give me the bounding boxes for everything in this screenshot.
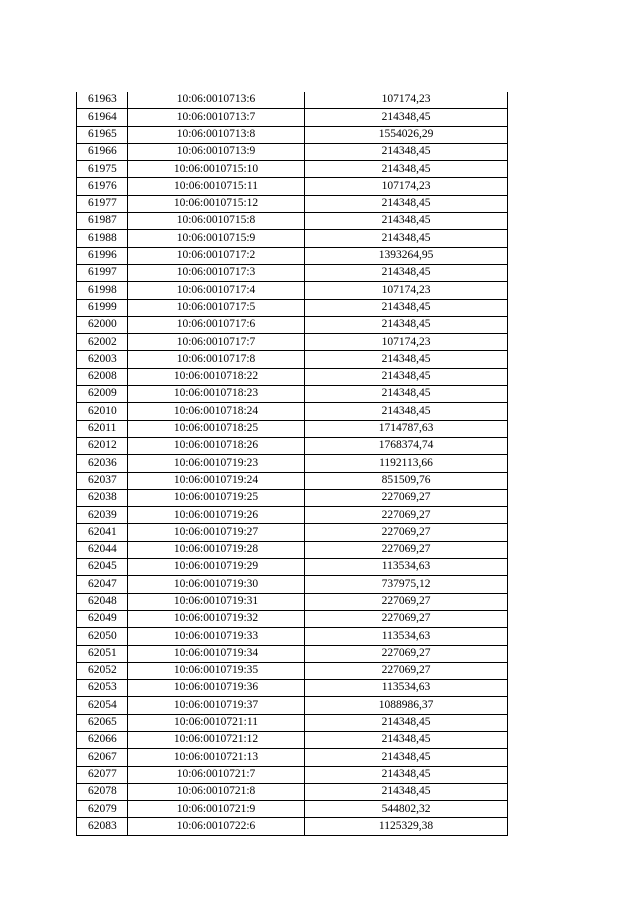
value-cell: 107174,23	[305, 92, 508, 109]
row-number-cell: 61996	[77, 247, 128, 264]
row-number-cell: 62012	[77, 437, 128, 454]
table-row	[77, 559, 508, 576]
cadastral-number-cell: 10:06:0010715:11	[128, 178, 305, 195]
table-row	[77, 420, 508, 437]
cadastral-number-cell: 10:06:0010721:12	[128, 731, 305, 748]
row-number-cell: 61976	[77, 178, 128, 195]
cadastral-number-cell: 10:06:0010713:9	[128, 143, 305, 160]
cadastral-number-cell: 10:06:0010713:8	[128, 126, 305, 143]
row-number-cell: 62008	[77, 368, 128, 385]
table-row	[77, 213, 508, 230]
table-body	[77, 92, 508, 835]
cadastral-number-cell: 10:06:0010717:3	[128, 264, 305, 281]
value-cell: 214348,45	[305, 403, 508, 420]
value-cell: 1192113,66	[305, 455, 508, 472]
value-cell: 227069,27	[305, 645, 508, 662]
row-number-cell: 62078	[77, 783, 128, 800]
table-row	[77, 662, 508, 679]
cadastral-number-cell: 10:06:0010718:25	[128, 420, 305, 437]
value-cell: 227069,27	[305, 662, 508, 679]
cadastral-number-cell: 10:06:0010719:35	[128, 662, 305, 679]
row-number-cell: 62038	[77, 489, 128, 506]
row-number-cell: 62039	[77, 507, 128, 524]
data-table	[76, 92, 508, 836]
value-cell: 227069,27	[305, 524, 508, 541]
cadastral-number-cell: 10:06:0010722:6	[128, 818, 305, 835]
table-row	[77, 334, 508, 351]
value-cell: 214348,45	[305, 299, 508, 316]
value-cell: 214348,45	[305, 386, 508, 403]
row-number-cell: 62077	[77, 766, 128, 783]
cadastral-number-cell: 10:06:0010721:8	[128, 783, 305, 800]
row-number-cell: 62083	[77, 818, 128, 835]
value-cell: 113534,63	[305, 628, 508, 645]
value-cell: 214348,45	[305, 766, 508, 783]
row-number-cell: 61965	[77, 126, 128, 143]
cadastral-number-cell: 10:06:0010717:8	[128, 351, 305, 368]
value-cell: 214348,45	[305, 714, 508, 731]
cadastral-number-cell: 10:06:0010717:5	[128, 299, 305, 316]
value-cell: 214348,45	[305, 749, 508, 766]
table-row	[77, 403, 508, 420]
row-number-cell: 62047	[77, 576, 128, 593]
value-cell: 214348,45	[305, 230, 508, 247]
table-row	[77, 109, 508, 126]
row-number-cell: 61987	[77, 213, 128, 230]
cadastral-number-cell: 10:06:0010715:12	[128, 195, 305, 212]
table-row	[77, 282, 508, 299]
value-cell: 214348,45	[305, 783, 508, 800]
value-cell: 227069,27	[305, 489, 508, 506]
row-number-cell: 62054	[77, 697, 128, 714]
table-row	[77, 126, 508, 143]
value-cell: 214348,45	[305, 143, 508, 160]
cadastral-number-cell: 10:06:0010717:6	[128, 316, 305, 333]
value-cell: 107174,23	[305, 178, 508, 195]
table-row	[77, 455, 508, 472]
value-cell: 544802,32	[305, 801, 508, 818]
row-number-cell: 62011	[77, 420, 128, 437]
table-row	[77, 264, 508, 281]
cadastral-number-cell: 10:06:0010719:32	[128, 610, 305, 627]
cadastral-number-cell: 10:06:0010719:33	[128, 628, 305, 645]
cadastral-number-cell: 10:06:0010717:4	[128, 282, 305, 299]
value-cell: 214348,45	[305, 195, 508, 212]
row-number-cell: 62002	[77, 334, 128, 351]
value-cell: 227069,27	[305, 593, 508, 610]
cadastral-number-cell: 10:06:0010719:34	[128, 645, 305, 662]
row-number-cell: 62066	[77, 731, 128, 748]
cadastral-number-cell: 10:06:0010715:8	[128, 213, 305, 230]
row-number-cell: 61977	[77, 195, 128, 212]
value-cell: 214348,45	[305, 731, 508, 748]
table-row	[77, 749, 508, 766]
cadastral-number-cell: 10:06:0010715:10	[128, 161, 305, 178]
value-cell: 227069,27	[305, 610, 508, 627]
cadastral-number-cell: 10:06:0010719:29	[128, 559, 305, 576]
cadastral-number-cell: 10:06:0010717:7	[128, 334, 305, 351]
table-row	[77, 507, 508, 524]
table-row	[77, 161, 508, 178]
cadastral-number-cell: 10:06:0010718:23	[128, 386, 305, 403]
table-row	[77, 386, 508, 403]
row-number-cell: 61997	[77, 264, 128, 281]
cadastral-number-cell: 10:06:0010719:25	[128, 489, 305, 506]
cadastral-number-cell: 10:06:0010718:26	[128, 437, 305, 454]
value-cell: 214348,45	[305, 351, 508, 368]
row-number-cell: 62003	[77, 351, 128, 368]
cadastral-number-cell: 10:06:0010718:22	[128, 368, 305, 385]
row-number-cell: 62050	[77, 628, 128, 645]
table-row	[77, 316, 508, 333]
table-row	[77, 368, 508, 385]
table-row	[77, 645, 508, 662]
value-cell: 214348,45	[305, 368, 508, 385]
cadastral-number-cell: 10:06:0010721:13	[128, 749, 305, 766]
cadastral-number-cell: 10:06:0010719:23	[128, 455, 305, 472]
row-number-cell: 62036	[77, 455, 128, 472]
table-row	[77, 472, 508, 489]
value-cell: 107174,23	[305, 334, 508, 351]
row-number-cell: 62037	[77, 472, 128, 489]
value-cell: 1088986,37	[305, 697, 508, 714]
table-row	[77, 437, 508, 454]
table-row	[77, 178, 508, 195]
row-number-cell: 62048	[77, 593, 128, 610]
row-number-cell: 61998	[77, 282, 128, 299]
row-number-cell: 61964	[77, 109, 128, 126]
table-row	[77, 247, 508, 264]
table-row	[77, 230, 508, 247]
cadastral-number-cell: 10:06:0010718:24	[128, 403, 305, 420]
row-number-cell: 62041	[77, 524, 128, 541]
data-table-container	[76, 92, 508, 836]
cadastral-number-cell: 10:06:0010719:36	[128, 680, 305, 697]
row-number-cell: 62052	[77, 662, 128, 679]
row-number-cell: 62067	[77, 749, 128, 766]
cadastral-number-cell: 10:06:0010721:9	[128, 801, 305, 818]
table-row	[77, 541, 508, 558]
table-row	[77, 351, 508, 368]
row-number-cell: 62000	[77, 316, 128, 333]
table-row	[77, 731, 508, 748]
cadastral-number-cell: 10:06:0010715:9	[128, 230, 305, 247]
value-cell: 1768374,74	[305, 437, 508, 454]
value-cell: 113534,63	[305, 559, 508, 576]
value-cell: 737975,12	[305, 576, 508, 593]
row-number-cell: 62053	[77, 680, 128, 697]
value-cell: 1125329,38	[305, 818, 508, 835]
table-row	[77, 714, 508, 731]
table-row	[77, 680, 508, 697]
table-row	[77, 697, 508, 714]
row-number-cell: 61975	[77, 161, 128, 178]
value-cell: 1393264,95	[305, 247, 508, 264]
cadastral-number-cell: 10:06:0010719:30	[128, 576, 305, 593]
cadastral-number-cell: 10:06:0010719:26	[128, 507, 305, 524]
table-row	[77, 766, 508, 783]
cadastral-number-cell: 10:06:0010713:7	[128, 109, 305, 126]
row-number-cell: 62065	[77, 714, 128, 731]
row-number-cell: 62049	[77, 610, 128, 627]
row-number-cell: 62051	[77, 645, 128, 662]
cadastral-number-cell: 10:06:0010719:37	[128, 697, 305, 714]
value-cell: 214348,45	[305, 161, 508, 178]
row-number-cell: 62044	[77, 541, 128, 558]
table-row	[77, 195, 508, 212]
cadastral-number-cell: 10:06:0010719:27	[128, 524, 305, 541]
table-row	[77, 801, 508, 818]
table-row	[77, 143, 508, 160]
value-cell: 851509,76	[305, 472, 508, 489]
value-cell: 214348,45	[305, 213, 508, 230]
row-number-cell: 61963	[77, 92, 128, 109]
value-cell: 227069,27	[305, 541, 508, 558]
row-number-cell: 61966	[77, 143, 128, 160]
value-cell: 1714787,63	[305, 420, 508, 437]
table-row	[77, 92, 508, 109]
row-number-cell: 62009	[77, 386, 128, 403]
table-row	[77, 818, 508, 835]
row-number-cell: 62010	[77, 403, 128, 420]
value-cell: 107174,23	[305, 282, 508, 299]
row-number-cell: 62079	[77, 801, 128, 818]
cadastral-number-cell: 10:06:0010719:28	[128, 541, 305, 558]
cadastral-number-cell: 10:06:0010713:6	[128, 92, 305, 109]
value-cell: 214348,45	[305, 109, 508, 126]
cadastral-number-cell: 10:06:0010719:24	[128, 472, 305, 489]
table-row	[77, 489, 508, 506]
cadastral-number-cell: 10:06:0010719:31	[128, 593, 305, 610]
value-cell: 1554026,29	[305, 126, 508, 143]
row-number-cell: 61988	[77, 230, 128, 247]
cadastral-number-cell: 10:06:0010721:11	[128, 714, 305, 731]
row-number-cell: 62045	[77, 559, 128, 576]
table-row	[77, 783, 508, 800]
table-row	[77, 524, 508, 541]
table-row	[77, 628, 508, 645]
table-row	[77, 610, 508, 627]
cadastral-number-cell: 10:06:0010721:7	[128, 766, 305, 783]
table-row	[77, 593, 508, 610]
cadastral-number-cell: 10:06:0010717:2	[128, 247, 305, 264]
row-number-cell: 61999	[77, 299, 128, 316]
value-cell: 113534,63	[305, 680, 508, 697]
value-cell: 214348,45	[305, 264, 508, 281]
value-cell: 214348,45	[305, 316, 508, 333]
table-row	[77, 299, 508, 316]
table-row	[77, 576, 508, 593]
value-cell: 227069,27	[305, 507, 508, 524]
